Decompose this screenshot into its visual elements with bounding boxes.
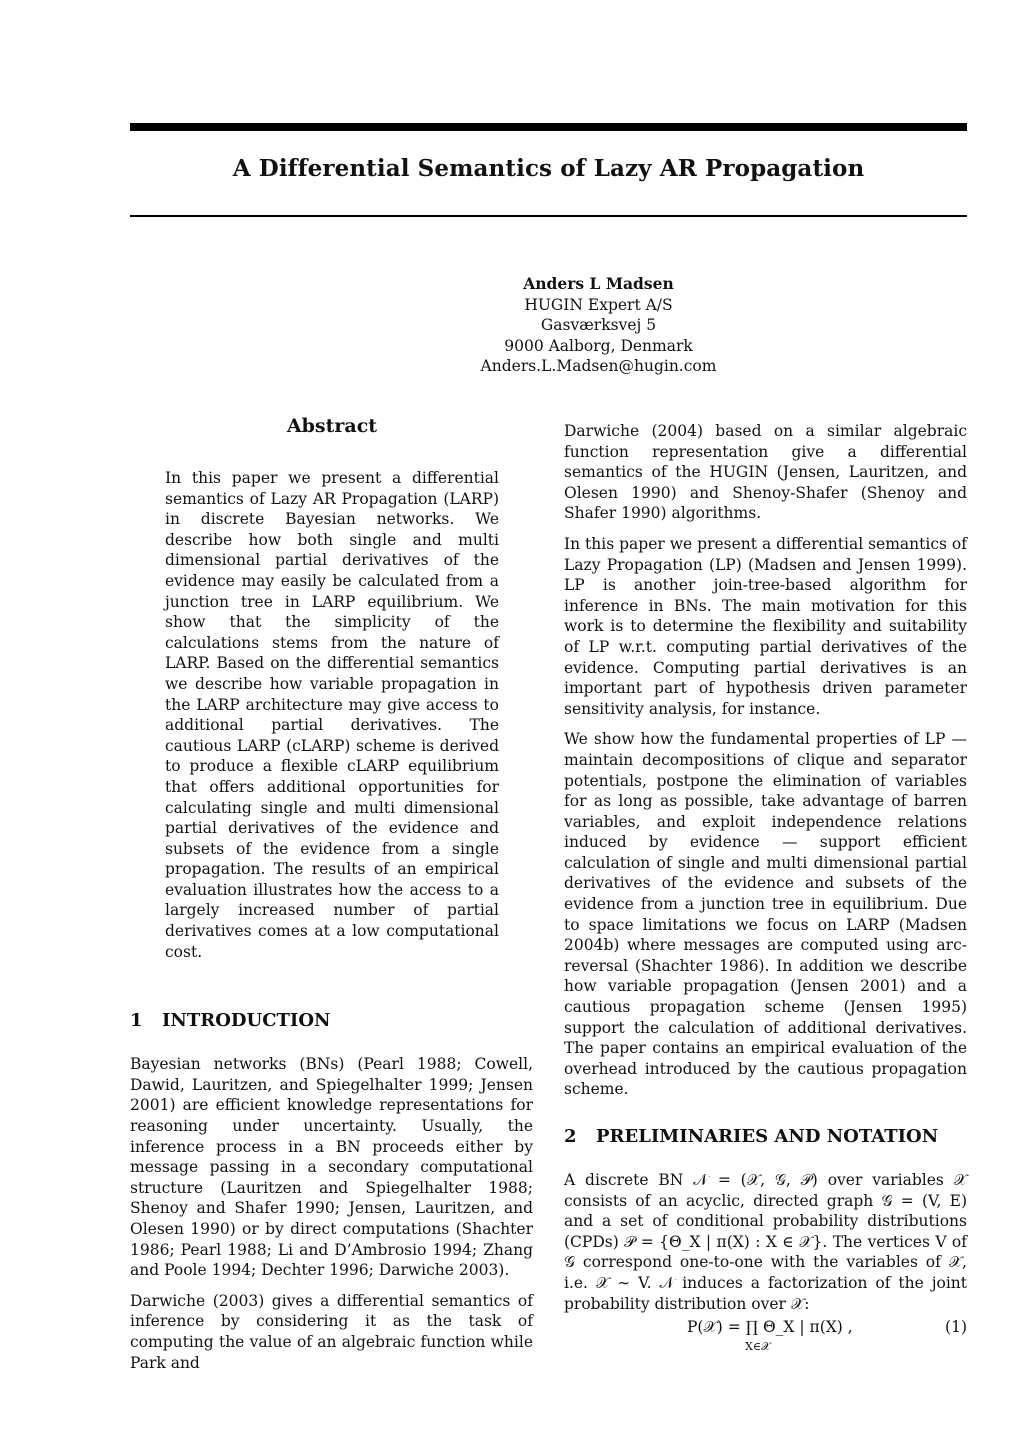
left-column xyxy=(130,415,533,1373)
equation-1-product-subscript: X∈𝒳 xyxy=(745,1340,771,1354)
equation-1 xyxy=(564,1318,967,1358)
section-2-title: PRELIMINARIES AND NOTATION xyxy=(596,1126,939,1147)
intro-paragraph-1: Bayesian networks (BNs) (Pearl 1988; Cowell, Dawid, Lauritzen, and Spiegelhalter 1999; Jensen 2001) are efficient knowledge representations for reasoning under uncertainty. Usually, the inference process in a BN proceeds either by message passing in a secondary computational structure (Lauritzen and Spiegelhalter 1988; Shenoy and Shafer 1990; Jensen, Lauritzen, and Olesen 1990) or by direct computations (Shachter 1986; Pearl 1988; Li and D’Ambrosio 1994; Zhang and Poole 1994; Dechter 1996; Darwiche 2003). xyxy=(130,1055,533,1280)
section-1-heading xyxy=(130,1010,533,1031)
author-city: 9000 Aalborg, Denmark xyxy=(504,336,693,355)
author-affiliation: HUGIN Expert A/S xyxy=(524,295,673,314)
right-column xyxy=(564,421,967,1358)
title-bottom-rule xyxy=(130,215,967,217)
author-block xyxy=(130,274,1024,377)
intro-paragraph-3: Darwiche (2004) based on a similar algebraic function representation give a differential semantics of the HUGIN (Jensen, Lauritzen, and Olesen 1990) and Shenoy-Shafer (Shenoy and Shafer 1990) algorithms. xyxy=(564,422,967,523)
author-street: Gasværksvej 5 xyxy=(540,316,657,334)
intro-paragraph-5: We show how the fundamental properties of LP — maintain decompositions of clique and separator potentials, postpone the elimination of variables for as long as possible, take advantage of barren variables, and exploit independence relations induced by evidence — support efficient calculation of single and multi dimensional partial derivatives of the evidence and subsets of the evidence from a junction tree in equilibrium. Due to space limitations we focus on LARP (Madsen 2004b) where messages are computed using arc-reversal (Shachter 1986). In addition we describe how variable propagation (Jensen 2001) and a cautious propagation scheme (Jensen 1995) support the calculation of additional derivatives. The paper contains an empirical evaluation of the overhead introduced by the cautious propagation scheme. xyxy=(564,730,967,1099)
intro-paragraph-2: Darwiche (2003) gives a differential semantics of inference by considering it as the task of computing the value of an algebraic function while Park and xyxy=(130,1291,533,1372)
abstract-text: In this paper we present a differential semantics of Lazy AR Propagation (LARP) in discrete Bayesian networks. We describe how both single and multi dimensional partial derivatives of the evidence may easily be calculated from a junction tree in LARP equilibrium. We show that the simplicity of the calculations stems from the nature of LARP. Based on the differential semantics we describe how variable propagation in the LARP architecture may give access to additional partial derivatives. The cautious LARP (cLARP) scheme is derived to produce a flexible cLARP equilibrium that offers additional opportunities for calculating single and multi dimensional partial derivatives of the evidence and subsets of the evidence from a single propagation. The results of an empirical evaluation illustrates how the access to a largely increased number of partial derivatives comes at a low computational cost. xyxy=(165,469,499,961)
section-1-title: INTRODUCTION xyxy=(162,1010,331,1032)
top-rule xyxy=(130,123,967,131)
equation-1-number: (1) xyxy=(945,1318,967,1337)
section-1-number: 1 xyxy=(130,1010,143,1032)
intro-paragraph-4: In this paper we present a differential semantics of Lazy Propagation (LP) (Madsen and Jensen 1999). LP is another join-tree-based algorithm for inference in BNs. The main motivation for this work is to determine the flexibility and suitability of LP w.r.t. computing partial derivatives of the evidence. Computing partial derivatives is an important part of hypothesis driven parameter sensitivity analysis, for instance. xyxy=(564,534,967,718)
section-2-heading xyxy=(564,1126,967,1147)
abstract-heading: Abstract xyxy=(286,415,378,437)
equation-1-body: P(𝒳) = ∏ Θ_X | π(X) , xyxy=(687,1318,853,1337)
author-name: Anders L Madsen xyxy=(523,274,674,293)
author-email: Anders.L.Madsen@hugin.com xyxy=(480,357,717,375)
paper-title: A Differential Semantics of Lazy AR Propagation xyxy=(232,155,865,182)
preliminaries-paragraph-1: A discrete BN 𝒩 = (𝒳, 𝒢, 𝒫) over variables 𝒳 consists of an acyclic, directed graph 𝒢 = (V, E) and a set of conditional probability distributions (CPDs) 𝒫 = {Θ_X | π(X) : X ∈ 𝒳}. The vertices V of 𝒢 correspond one-to-one with the variables of 𝒳, i.e. 𝒳 ∼ V. 𝒩 induces a factorization of the joint probability distribution over 𝒳: xyxy=(564,1171,967,1313)
section-2-number: 2 xyxy=(564,1126,577,1147)
